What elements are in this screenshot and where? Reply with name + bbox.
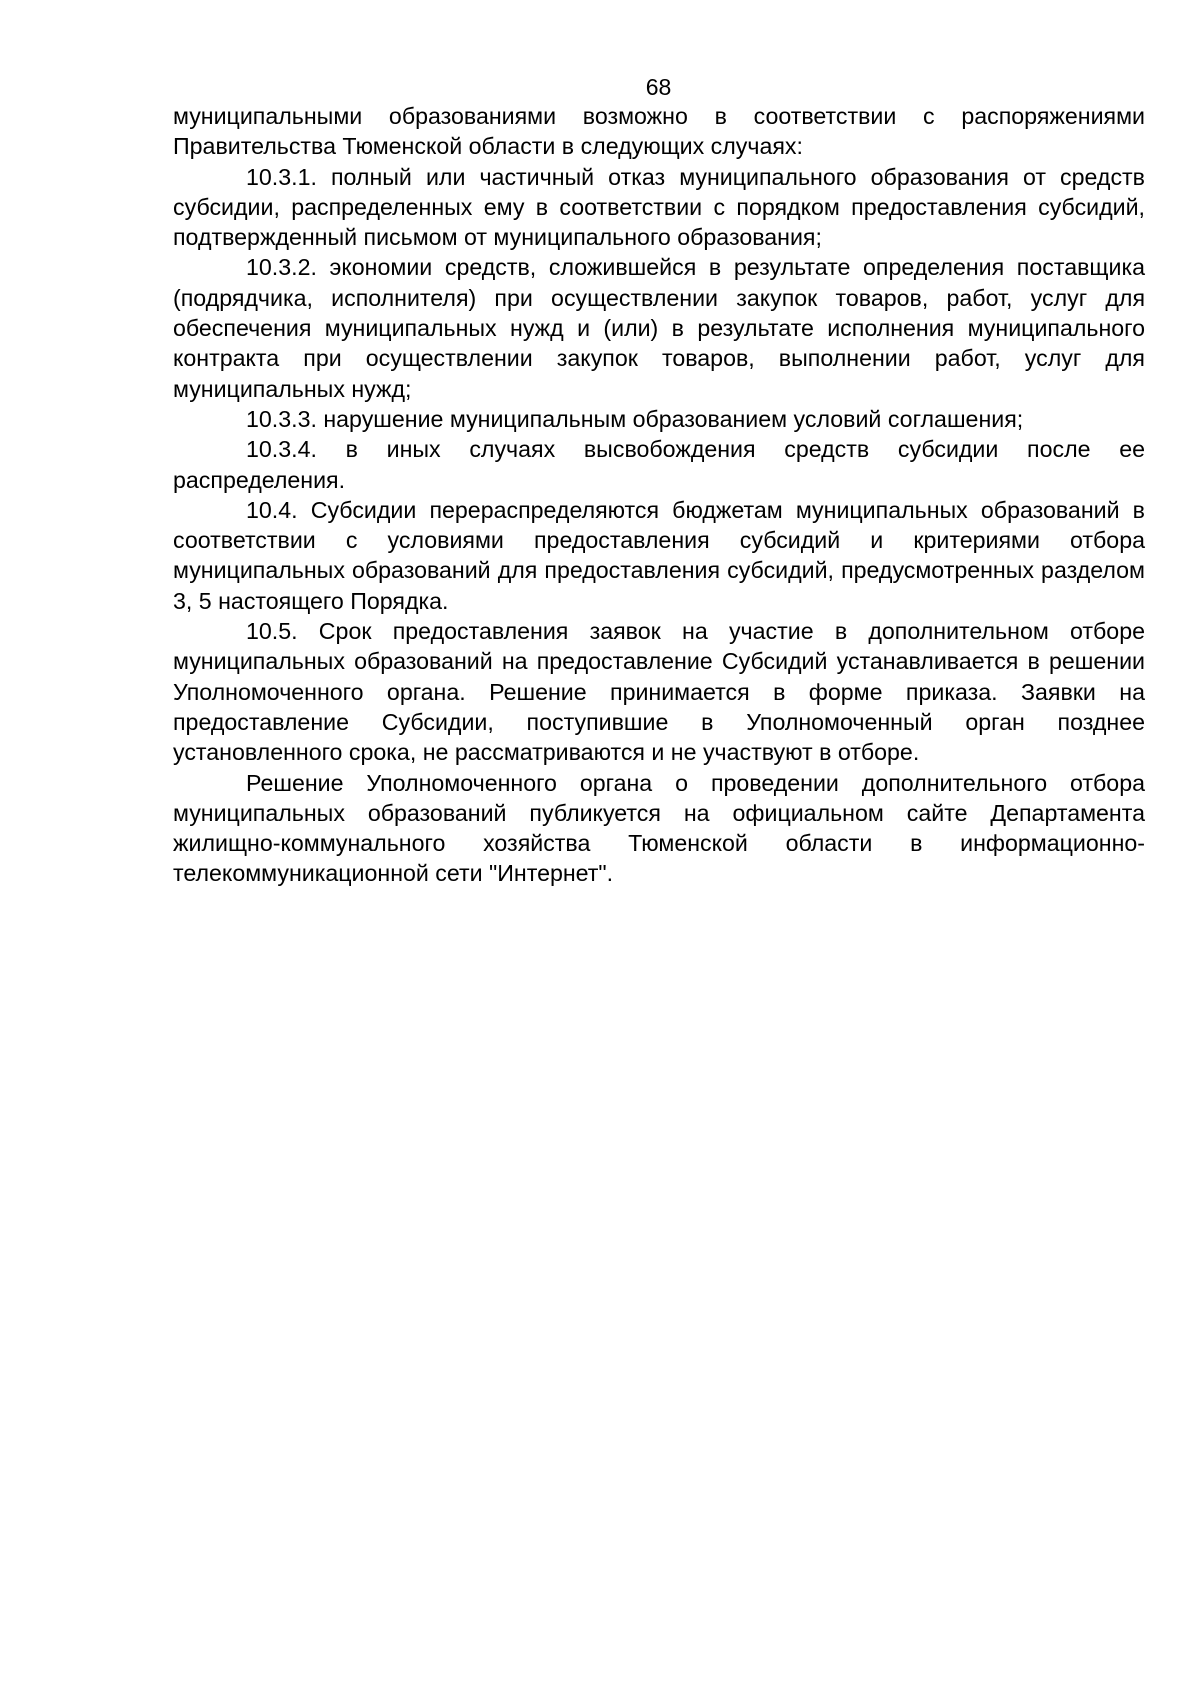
document-body <box>173 101 1145 889</box>
paragraph-10-3-1: 10.3.1. полный или частичный отказ муниципального образования от средств субсидии, распределенных ему в соответствии с порядком предоставления субсидий, подтвержденный письмом от муниципального образования; <box>173 163 1145 251</box>
paragraph-continuation: муниципальными образованиями возможно в соответствии с распоряжениями Правительства Тюменской области в следующих случаях: <box>173 103 1145 160</box>
paragraph-10-3-3: 10.3.3. нарушение муниципальным образованием условий соглашения; <box>246 405 1024 432</box>
paragraph-decision-publication: Решение Уполномоченного органа о проведении дополнительного отбора муниципальных образований публикуется на официальном сайте Департамента жилищно-коммунального хозяйства Тюменской области в информационно-телекоммуникационной сети "Интернет". <box>173 769 1145 887</box>
paragraph-10-3-4: 10.3.4. в иных случаях высвобождения средств субсидии после ее распределения. <box>173 436 1145 493</box>
paragraph-10-3-2: 10.3.2. экономии средств, сложившейся в результате определения поставщика (подрядчика, исполнителя) при осуществлении закупок товаров, работ, услуг для обеспечения муниципальных нужд и (или) в результате исполнения муниципального контракта при осуществлении закупок товаров, выполнении работ, услуг для муниципальных нужд; <box>173 254 1145 402</box>
paragraph-10-4: 10.4. Субсидии перераспределяются бюджетам муниципальных образований в соответствии с условиями предоставления субсидий и критериями отбора муниципальных образований для предоставления субсидий, предусмотренных разделом 3, 5 настоящего Порядка. <box>173 496 1145 614</box>
page-number: 68 <box>645 74 672 100</box>
paragraph-10-5: 10.5. Срок предоставления заявок на участие в дополнительном отборе муниципальных образований на предоставление Субсидий устанавливается в решении Уполномоченного органа. Решение принимается в форме приказа. Заявки на предоставление Субсидии, поступившие в Уполномоченный орган позднее установленного срока, не рассматриваются и не участвуют в отборе. <box>173 618 1145 766</box>
